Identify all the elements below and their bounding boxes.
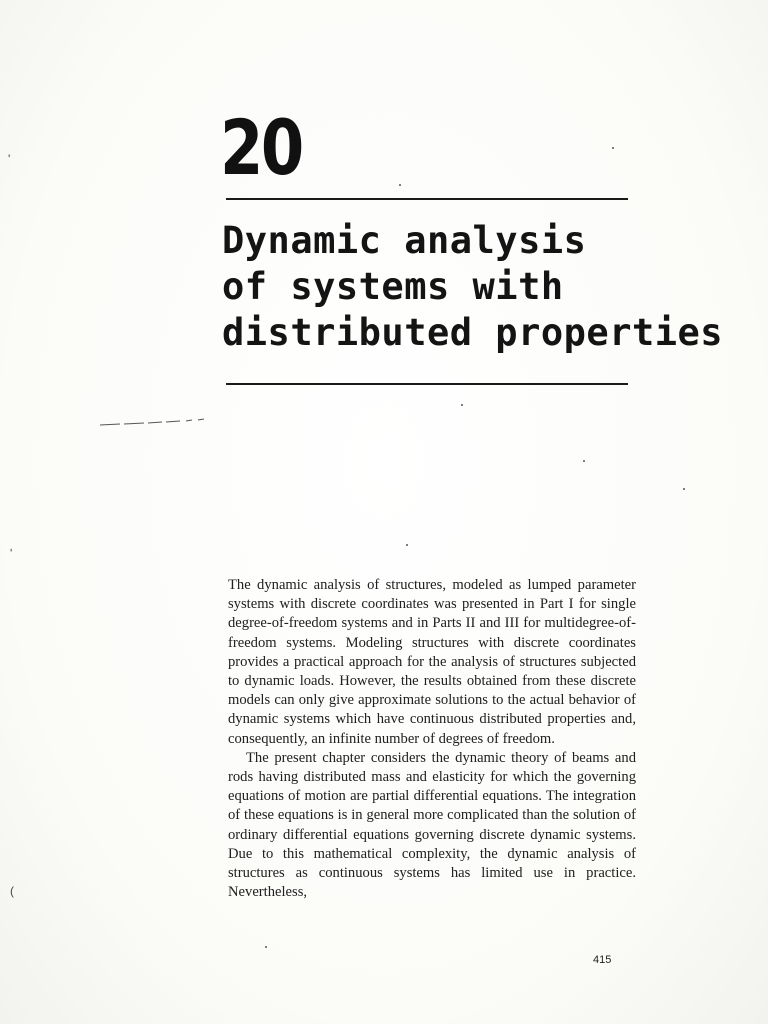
chapter-number: 20 [220,103,302,192]
scan-artifact-dot [583,460,585,462]
chapter-title [222,218,724,356]
chapter-title-line-3: distributed properties [222,311,724,354]
scan-artifact-dash [100,418,208,428]
scan-artifact-dot [265,946,267,948]
scan-artifact-dot [683,488,685,490]
body-text [228,576,636,902]
chapter-title-line-1: Dynamic analysis [222,219,587,262]
scan-artifact-dot [612,147,614,149]
scan-artifact-mark: ' [8,152,11,166]
scan-artifact-dot [406,544,408,546]
page-number: 415 [593,954,612,966]
scan-artifact-mark: ( [10,884,14,898]
scan-artifact-dot [461,404,463,406]
body-paragraph-2: The present chapter considers the dynamic theory of beams and rods having distributed mass and elasticity for which the governing equations of motion are partial differential equations. The integration of these equations is in general more complicated than the solution of ordinary differential equations governing discrete dynamic systems. Due to this mathematical complexity, the dynamic analysis of structures as continuous systems has limited use in practice. Nevertheless, [228,749,636,901]
body-paragraph-1: The dynamic analysis of structures, modeled as lumped parameter systems with discrete coordinates was presented in Part I for single degree-of-freedom systems and in Parts II and III for multidegree-of-freedom systems. Modeling structures with discrete coordinates provides a practical approach for the analysis of structures subjected to dynamic loads. However, the results obtained from these discrete models can only give approximate solutions to the actual behavior of dynamic systems which have continuous distributed properties and, consequently, an infinite number of degrees of freedom. [228,577,636,747]
title-rule-top [226,198,628,200]
scan-artifact-dot [399,184,401,186]
title-rule-bottom [226,383,628,385]
chapter-title-line-2: of systems with [222,265,564,308]
scan-artifact-mark: ʹ [10,546,13,560]
